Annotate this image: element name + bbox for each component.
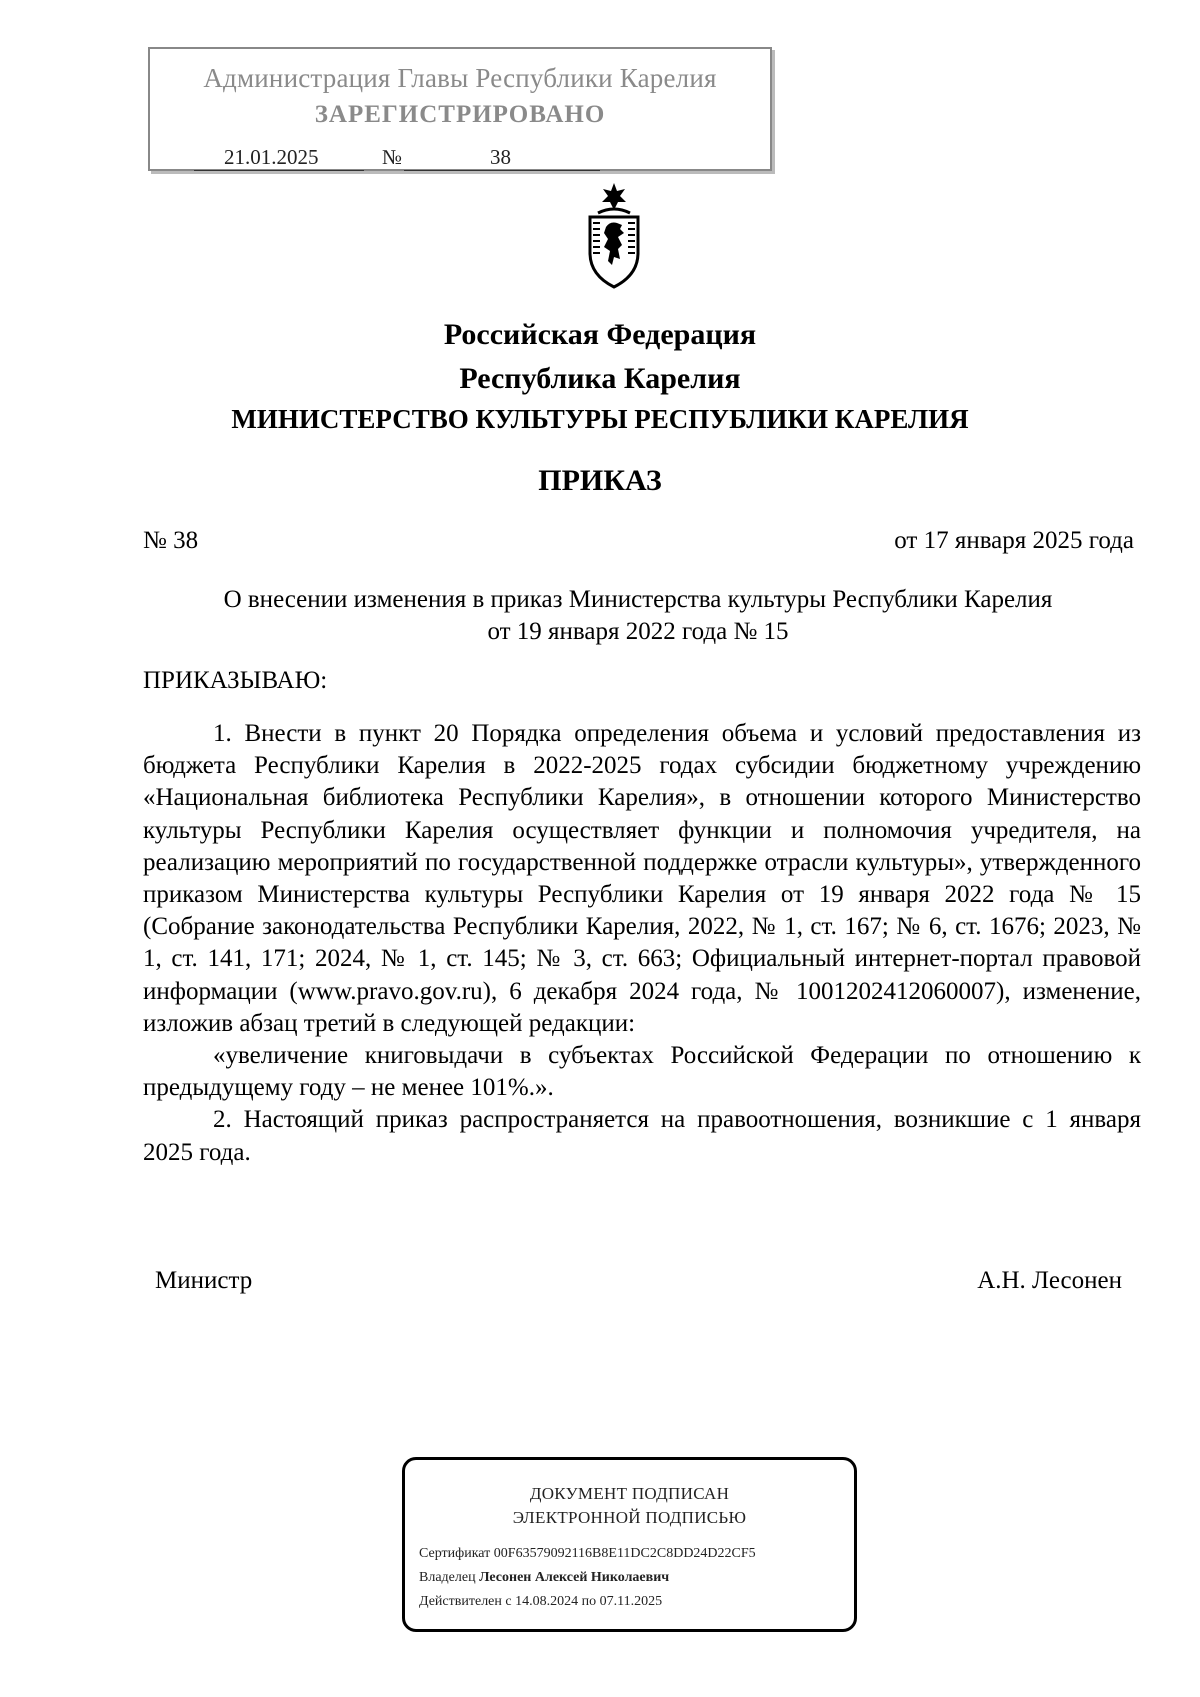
esig-owner-label: Владелец	[419, 1570, 476, 1585]
order-number: № 38	[143, 527, 199, 554]
registration-number: 38	[404, 145, 600, 171]
esig-owner-value: Лесонен Алексей Николаевич	[479, 1570, 670, 1585]
signatory-title: Министр	[155, 1267, 253, 1294]
document-type: ПРИКАЗ	[538, 464, 662, 497]
signatory-name: А.Н. Лесонен	[977, 1267, 1122, 1294]
esig-certificate	[419, 1546, 756, 1562]
registration-stamp	[148, 47, 772, 171]
header-ministry: МИНИСТЕРСТВО КУЛЬТУРЫ РЕСПУБЛИКИ КАРЕЛИЯ	[231, 404, 969, 434]
esig-valid-to: 07.11.2025	[599, 1594, 663, 1609]
karelia-coat-of-arms-icon	[584, 183, 644, 289]
paragraph-2: «увеличение книговыдачи в субъектах Российской Федерации по отношению к предыдущему году – не менее 101%.».	[143, 1042, 1141, 1102]
registration-date: 21.01.2025	[194, 145, 364, 171]
esig-valid-from: 14.08.2024	[515, 1594, 579, 1609]
esig-certificate-label: Сертификат	[419, 1546, 491, 1561]
registration-authority: Администрация Главы Республики Карелия	[203, 63, 717, 93]
header-republic: Республика Карелия	[459, 362, 741, 395]
order-date: от 17 января 2025 года	[894, 527, 1134, 554]
order-subject-line-1: О внесении изменения в приказ Министерства культуры Республики Карелия	[223, 586, 1053, 613]
esig-heading-line-1: ДОКУМЕНТ ПОДПИСАН	[529, 1484, 730, 1503]
paragraph-3: 2. Настоящий приказ распространяется на правоотношения, возникшие с 1 января 2025 года.	[143, 1106, 1141, 1166]
esig-owner	[419, 1570, 669, 1586]
esig-valid-label: Действителен	[419, 1594, 502, 1609]
order-subject-line-2: от 19 января 2022 года № 15	[487, 618, 789, 645]
esig-heading-line-2: ЭЛЕКТРОННОЙ ПОДПИСЬЮ	[512, 1508, 747, 1527]
header-country: Российская Федерация	[443, 318, 757, 351]
registration-status: ЗАРЕГИСТРИРОВАНО	[314, 101, 606, 128]
directive: ПРИКАЗЫВАЮ:	[143, 667, 328, 694]
esig-valid-from-label: с	[505, 1594, 512, 1609]
order-subject	[143, 584, 1133, 648]
esig-valid-to-label: по	[581, 1594, 597, 1609]
order-body	[143, 718, 1141, 1169]
esig-validity	[419, 1594, 662, 1610]
esig-heading	[405, 1482, 854, 1530]
electronic-signature-stamp	[402, 1457, 857, 1632]
registration-number-sign: №	[382, 145, 403, 169]
paragraph-1: 1. Внести в пункт 20 Порядка определения объема и условий предоставления из бюджета Республики Карелия в 2022-2025 годах субсидии бюджетному учреждению «Национальная библиотека Республики Карелия», в отношении которого Министерство культуры Республики Карелия осуществляет функции и полномочия учредителя, на реализацию мероприятий по государственной поддержке отрасли культуры», утвержденного приказом Министерства культуры Республики Карелия от 19 января 2022 года № 15 (Собрание законодательства Республики Карелия, 2022, № 1, ст. 167; № 6, ст. 1676; 2023, № 1, ст. 141, 171; 2024, № 1, ст. 145; № 3, ст. 663; Официальный интернет-портал правовой информации (www.pravo.gov.ru), 6 декабря 2024 года, № 1001202412060007), изменение, изложив абзац третий в следующей редакции:	[143, 720, 1141, 1037]
esig-certificate-value: 00F63579092116B8E11DC2C8DD24D22CF5	[493, 1546, 756, 1561]
